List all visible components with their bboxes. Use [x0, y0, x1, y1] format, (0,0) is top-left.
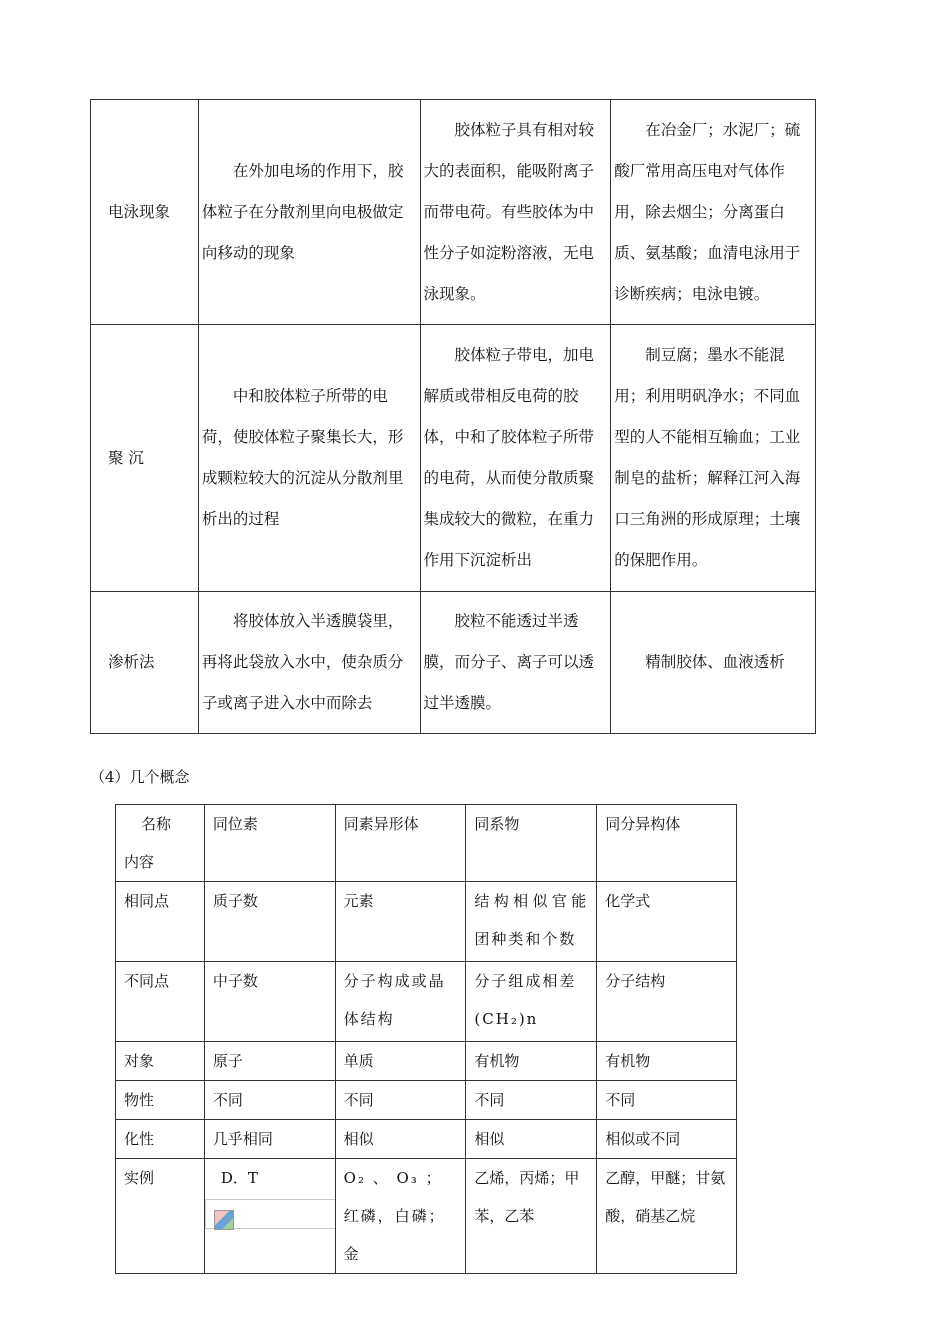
row-label: 实例 — [116, 1159, 205, 1274]
table-cell: 质子数 — [204, 882, 335, 962]
table-row — [116, 1120, 737, 1159]
table-cell: 有机物 — [597, 1042, 737, 1081]
example-text: D．T — [220, 1169, 258, 1187]
application-cell: 在冶金厂；水泥厂；硫酸厂常用高压电对气体作用，除去烟尘；分离蛋白质、氨基酸；血清电泳用于诊断疾病；电泳电镀。 — [611, 100, 816, 325]
row-label: 相同点 — [116, 882, 205, 962]
row-label: 对象 — [116, 1042, 205, 1081]
table-row — [116, 1159, 737, 1274]
table-cell: 分子结构 — [597, 962, 737, 1042]
table-cell: 化学式 — [597, 882, 737, 962]
table-cell: 乙烯，丙烯；甲苯，乙苯 — [466, 1159, 597, 1274]
table-cell: O₂ 、 O₃ ； 红磷，白磷；金 — [335, 1159, 466, 1274]
table-cell: 不同 — [335, 1081, 466, 1120]
table-row — [91, 325, 816, 592]
explanation-cell: 胶体粒子具有相对较大的表面积，能吸附离子而带电荷。有些胶体为中性分子如淀粉溶液，无电泳现象。 — [420, 100, 611, 325]
table-cell: 元素 — [335, 882, 466, 962]
table-row — [116, 882, 737, 962]
table-cell: 有机物 — [466, 1042, 597, 1081]
table-cell: 分子构成或晶体结构 — [335, 962, 466, 1042]
explanation-cell: 胶粒不能透过半透膜，而分子、离子可以透过半透膜。 — [420, 592, 611, 734]
explanation-cell: 胶体粒子带电，加电解质或带相反电荷的胶体，中和了胶体粒子所带的电荷，从而使分散质聚集成较大的微粒，在重力作用下沉淀析出 — [420, 325, 611, 592]
property-name: 电泳现象 — [91, 100, 199, 325]
table-cell: 结构相似官能团种类和个数 — [466, 882, 597, 962]
application-cell: 精制胶体、血液透析 — [611, 592, 816, 734]
table-cell — [204, 1159, 335, 1274]
table-cell: 相似或不同 — [597, 1120, 737, 1159]
table-cell: 中子数 — [204, 962, 335, 1042]
table-cell: 几乎相同 — [204, 1120, 335, 1159]
application-cell: 制豆腐；墨水不能混用；利用明矾净水；不同血型的人不能相互输血；工业制皂的盐析；解释江河入海口三角洲的形成原理；土壤的保肥作用。 — [611, 325, 816, 592]
column-header: 同系物 — [466, 805, 597, 882]
definition-cell: 将胶体放入半透膜袋里，再将此袋放入水中，使杂质分子或离子进入水中而除去 — [198, 592, 420, 734]
table-row — [116, 1042, 737, 1081]
property-name: 渗析法 — [91, 592, 199, 734]
corner-header-cell — [116, 805, 205, 882]
section-heading: （4）几个概念 — [90, 768, 190, 786]
table-cell: 不同 — [204, 1081, 335, 1120]
table-cell: 相似 — [466, 1120, 597, 1159]
table-row — [116, 962, 737, 1042]
colloid-properties-table — [90, 99, 816, 734]
definition-cell: 在外加电场的作用下，胶体粒子在分散剂里向电极做定向移动的现象 — [198, 100, 420, 325]
broken-image-icon — [214, 1210, 234, 1230]
column-header: 同分异构体 — [597, 805, 737, 882]
column-header: 同位素 — [204, 805, 335, 882]
table-cell: 原子 — [204, 1042, 335, 1081]
definition-cell: 中和胶体粒子所带的电荷，使胶体粒子聚集长大，形成颗粒较大的沉淀从分散剂里析出的过程 — [198, 325, 420, 592]
table-cell: 不同 — [597, 1081, 737, 1120]
property-name: 聚 沉 — [91, 325, 199, 592]
header-name-label: 名称 — [141, 815, 172, 833]
row-label: 化性 — [116, 1120, 205, 1159]
table-row — [116, 1081, 737, 1120]
row-label: 不同点 — [116, 962, 205, 1042]
table-row — [91, 100, 816, 325]
table-header-row — [116, 805, 737, 882]
embedded-image-frame — [205, 1199, 335, 1229]
table-cell: 分子组成相差(CH₂)n — [466, 962, 597, 1042]
concepts-table — [115, 804, 737, 1274]
table-cell: 乙醇，甲醚；甘氨酸，硝基乙烷 — [597, 1159, 737, 1274]
header-content-label: 内容 — [124, 853, 155, 871]
row-label: 物性 — [116, 1081, 205, 1120]
table-cell: 不同 — [466, 1081, 597, 1120]
table-cell: 单质 — [335, 1042, 466, 1081]
table-cell: 相似 — [335, 1120, 466, 1159]
column-header: 同素异形体 — [335, 805, 466, 882]
table-row — [91, 592, 816, 734]
